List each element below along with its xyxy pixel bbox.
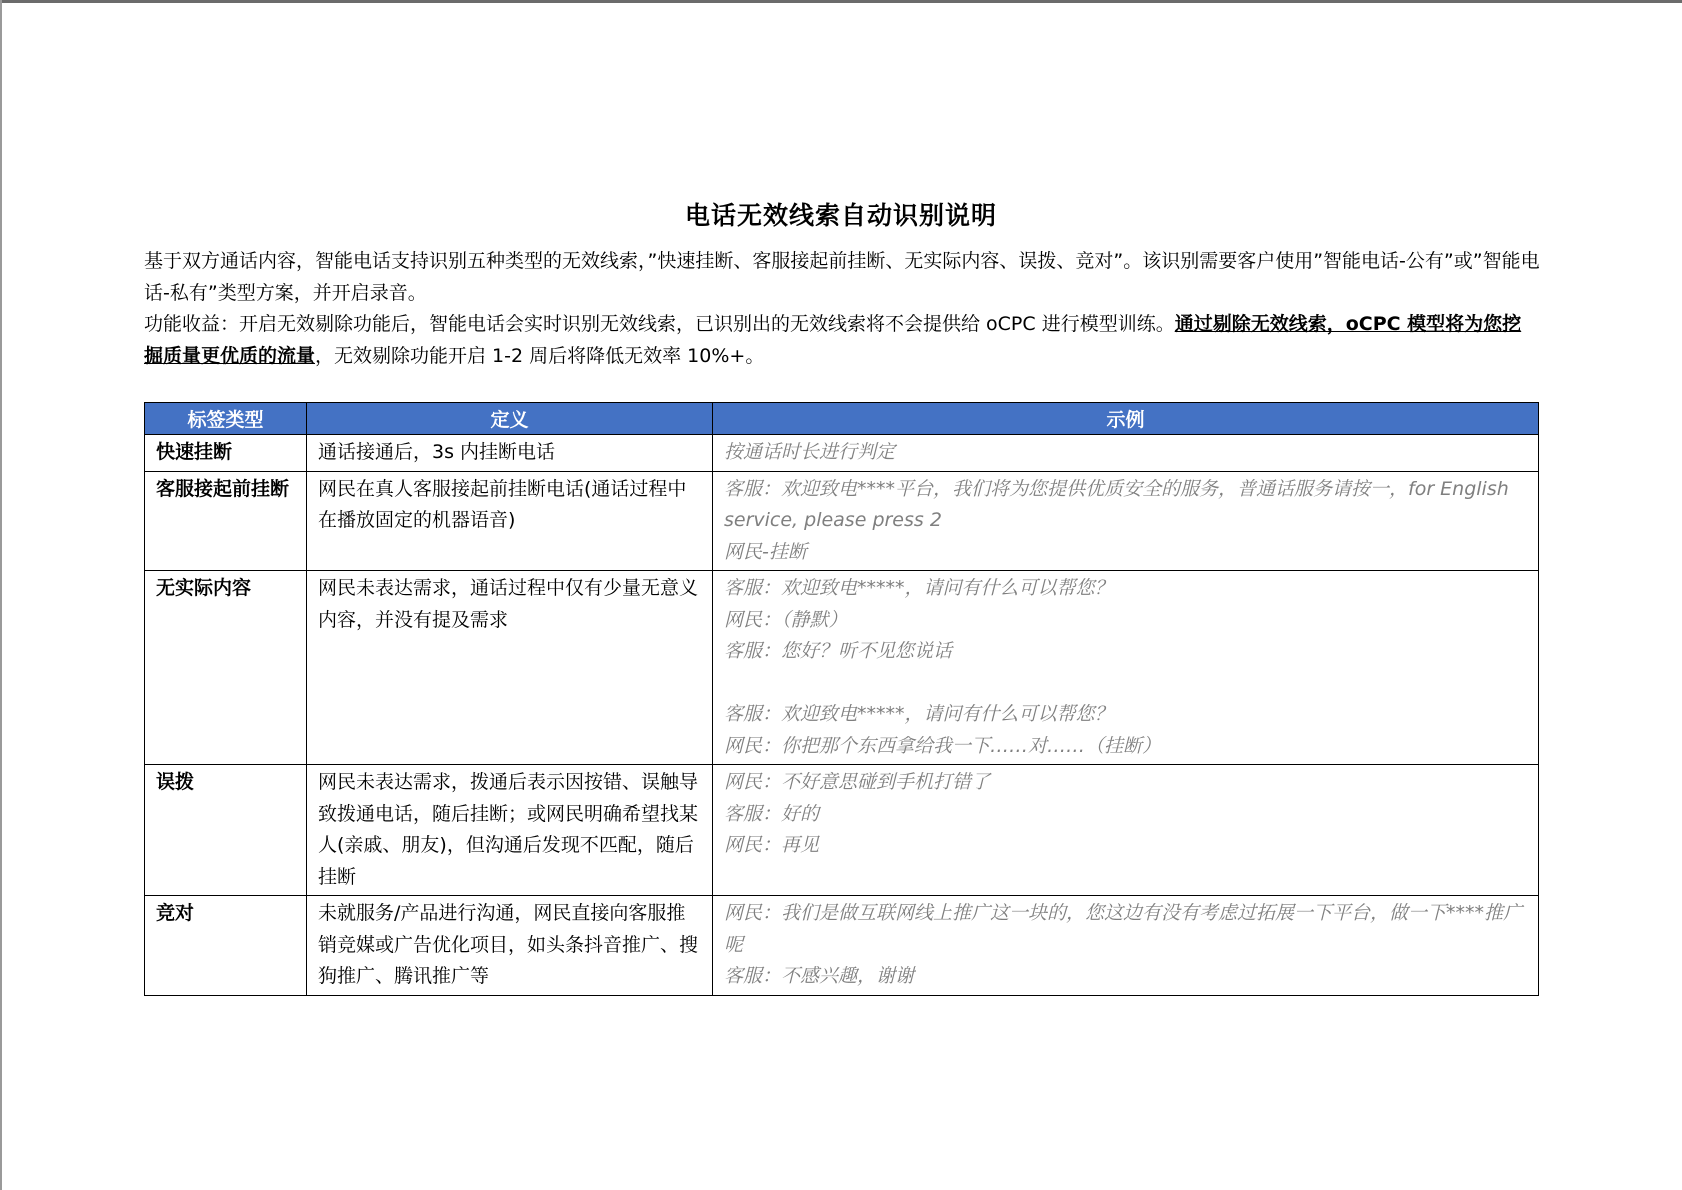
example-line: 按通话时长进行判定 — [724, 441, 896, 463]
row-definition: 未就服务/产品进行沟通，网民直接向客服推销竞媒或广告优化项目，如头条抖音推广、搜狗推广、腾讯推广等 — [307, 896, 713, 996]
row-label: 客服接起前挂断 — [145, 471, 307, 571]
table-row — [145, 471, 1539, 571]
row-examples — [713, 571, 1539, 765]
table-header-row — [145, 403, 1539, 435]
row-examples — [713, 435, 1539, 472]
table-row — [145, 571, 1539, 765]
example-line: 客服：欢迎致电*****，请问有什么可以帮您？ — [724, 577, 1114, 599]
intro-paragraph-1: 基于双方通话内容，智能电话支持识别五种类型的无效线索，”快速挂断、客服接起前挂断、无实际内容、误拨、竞对”。该识别需要客户使用”智能电话-公有”或”智能电话-私有”类型方案，并开启录音。 — [144, 250, 1540, 304]
page-left-border — [0, 0, 2, 1190]
label-table — [144, 402, 1539, 996]
example-line — [724, 668, 1528, 700]
row-definition: 网民未表达需求，通话过程中仅有少量无意义内容，并没有提及需求 — [307, 571, 713, 765]
row-examples — [713, 896, 1539, 996]
row-definition: 网民在真人客服接起前挂断电话(通话过程中在播放固定的机器语音) — [307, 471, 713, 571]
row-label: 快速挂断 — [145, 435, 307, 472]
example-line: 客服：不感兴趣，谢谢 — [724, 965, 915, 987]
header-label-type: 标签类型 — [145, 403, 307, 435]
row-examples — [713, 765, 1539, 896]
example-line: 网民：不好意思碰到手机打错了 — [724, 771, 991, 793]
intro-p2-prefix: 功能收益：开启无效剔除功能后，智能电话会实时识别无效线索，已识别出的无效线索将不会提供给 oCPC 进行模型训练。 — [144, 313, 1175, 335]
header-example: 示例 — [713, 403, 1539, 435]
example-line: 网民：我们是做互联网线上推广这一块的，您这边有没有考虑过拓展一下平台，做一下****推广呢 — [724, 902, 1523, 956]
table-row — [145, 435, 1539, 472]
example-line: 网民：你把那个东西拿给我一下……对……（挂断） — [724, 734, 1162, 757]
intro-p2-emphasis: 通过剔除无效线索，oCPC 模型将为您挖掘质量更优质的流量 — [144, 313, 1522, 367]
row-definition: 通话接通后，3s 内挂断电话 — [307, 435, 713, 472]
intro-section — [144, 246, 1540, 372]
example-line: 网民：（静默） — [724, 608, 848, 631]
table-row — [145, 896, 1539, 996]
document-title: 电话无效线索自动识别说明 — [684, 201, 997, 230]
row-label: 误拨 — [145, 765, 307, 896]
row-definition: 网民未表达需求，拨通后表示因按错、误触导致拨通电话，随后挂断；或网民明确希望找某人(亲戚、朋友)，但沟通后发现不匹配，随后挂断 — [307, 765, 713, 896]
row-label: 竞对 — [145, 896, 307, 996]
table-row — [145, 765, 1539, 896]
row-examples — [713, 471, 1539, 571]
example-line: 客服：欢迎致电*****，请问有什么可以帮您？ — [724, 703, 1114, 725]
example-line: 客服：好的 — [724, 802, 820, 825]
row-label: 无实际内容 — [145, 571, 307, 765]
intro-paragraph-2 — [144, 309, 1540, 372]
example-line: 客服：您好？听不见您说话 — [724, 640, 953, 662]
page-top-border — [0, 0, 1682, 3]
example-line: 网民-挂断 — [724, 540, 807, 563]
example-line: 客服：欢迎致电****平台，我们将为您提供优质安全的服务，普通话服务请按一，for English service, please press 2 — [724, 477, 1515, 531]
intro-p2-suffix: ，无效剔除功能开启 1-2 周后将降低无效率 10%+。 — [315, 344, 765, 367]
header-definition: 定义 — [307, 403, 713, 435]
example-line: 网民：再见 — [724, 834, 820, 856]
